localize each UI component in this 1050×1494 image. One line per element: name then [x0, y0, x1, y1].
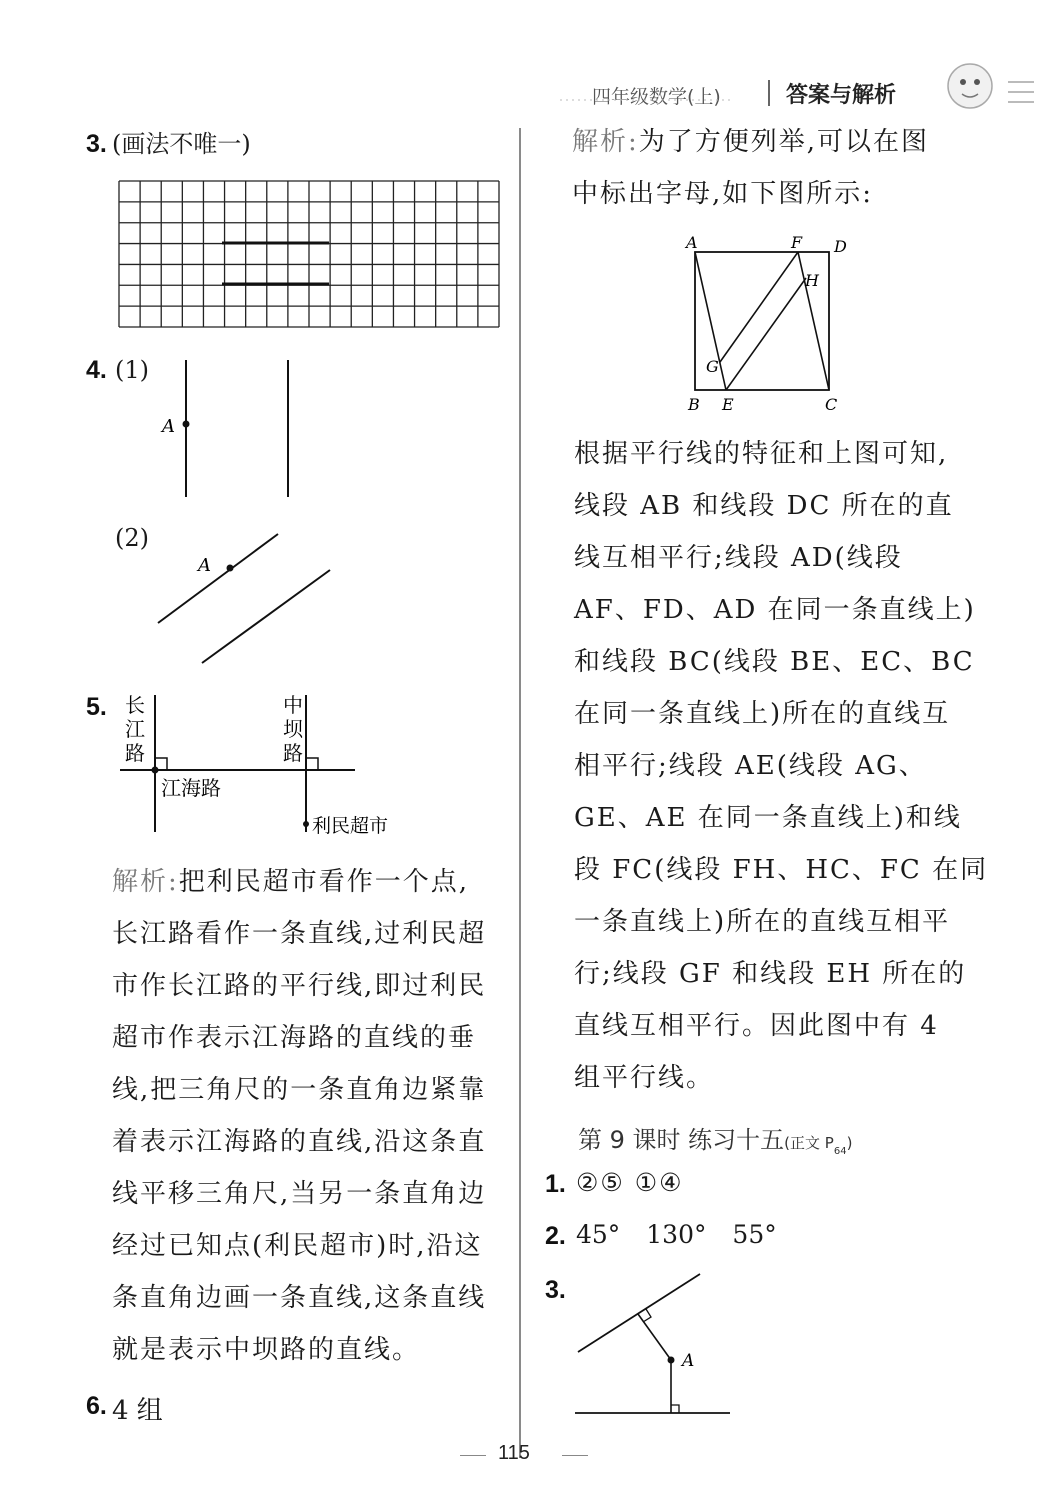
q5-explain-line: 线,把三角尺的一条直角边紧靠	[112, 1075, 487, 1105]
q4-point-label: A	[162, 416, 175, 437]
q4-figure-1	[150, 355, 310, 505]
q5-road2-label: 中坝路	[283, 693, 303, 765]
ans3-number: 3.	[545, 1276, 566, 1304]
q5-explain-line: 市作长江路的平行线,即过利民	[112, 971, 487, 1001]
q4-number: 4.	[86, 356, 107, 384]
right-intro	[572, 116, 992, 220]
q3-grid	[118, 180, 500, 330]
q3-text: (画法不唯一)	[112, 130, 251, 158]
header-dots	[560, 96, 730, 104]
q5-road1-label: 长江路	[125, 693, 145, 765]
ans3-figure	[570, 1268, 740, 1420]
label-F: F	[791, 233, 803, 252]
q6-answer: 4 组	[112, 1396, 163, 1426]
q5-number: 5.	[86, 693, 107, 721]
q4-point-label-2: A	[198, 555, 211, 576]
label-G: G	[706, 357, 719, 376]
label-A: A	[686, 233, 698, 252]
body-line: 在同一条直线上)所在的直线互	[574, 699, 951, 729]
intro-line: 为了方便列举,可以在图	[638, 127, 930, 157]
q5-explain-line: 着表示江海路的直线,沿这条直	[112, 1127, 487, 1157]
ans1-text: ②⑤ ①④	[576, 1168, 684, 1197]
ans2-number: 2.	[545, 1222, 566, 1250]
mascot-icon	[930, 52, 1040, 116]
intro-line: 中标出字母,如下图所示:	[572, 179, 874, 209]
label-B: B	[688, 395, 700, 414]
q5-explain-line: 长江路看作一条直线,过利民超	[112, 919, 487, 949]
right-body	[574, 428, 994, 1104]
label-C: C	[825, 395, 838, 414]
ans3-point-label: A	[682, 1351, 695, 1371]
label-D: D	[834, 237, 847, 256]
ans1-number: 1.	[545, 1170, 566, 1198]
right-explain-label: 解析:	[572, 127, 639, 157]
body-line: 线互相平行;线段 AD(线段	[574, 543, 903, 573]
q6-number: 6.	[86, 1392, 107, 1420]
column-divider	[519, 128, 521, 1458]
body-line: 行;线段 GF 和线段 EH 所在的	[574, 959, 967, 989]
q5-explain-line: 把利民超市看作一个点,	[178, 867, 470, 897]
q4-part1: (1)	[115, 356, 149, 384]
label-E: E	[722, 395, 734, 414]
body-line: AF、FD、AD 在同一条直线上)	[574, 595, 976, 625]
q5-explain-line: 超市作表示江海路的直线的垂	[112, 1023, 477, 1053]
q5-map	[115, 690, 415, 840]
lesson-heading	[578, 1120, 852, 1157]
header-separator	[768, 80, 770, 106]
footer-line-left	[460, 1455, 486, 1456]
body-line: 一条直线上)所在的直线互相平	[574, 907, 951, 937]
body-line: 根据平行线的特征和上图可知,	[574, 439, 949, 469]
footer-line-right	[562, 1455, 588, 1456]
q5-explain-line: 就是表示中坝路的直线。	[112, 1335, 421, 1365]
body-line: 直线互相平行。因此图中有 4	[574, 1011, 939, 1041]
q5-road3-label: 江海路	[161, 776, 221, 800]
q5-explain-line: 经过已知点(利民超市)时,沿这	[112, 1231, 483, 1261]
q5-explain-line: 条直角边画一条直线,这条直线	[112, 1283, 487, 1313]
rectangle-figure	[680, 230, 860, 420]
label-H: H	[805, 271, 819, 290]
ans2-text: 45° 130° 55°	[576, 1220, 777, 1249]
q3-number: 3.	[86, 130, 107, 158]
body-line: 段 FC(线段 FH、HC、FC 在同	[574, 855, 989, 885]
q4-part2: (2)	[115, 524, 149, 552]
q5-explanation	[112, 856, 512, 1376]
lesson-ref-end: )	[846, 1134, 853, 1152]
body-line: GE、AE 在同一条直线上)和线	[574, 803, 962, 833]
q5-explain-label: 解析:	[112, 867, 179, 897]
q5-market-label: 利民超市	[312, 815, 389, 837]
lesson-title: 第 9 课时 练习十五	[578, 1126, 785, 1154]
lesson-ref: (正文 P	[784, 1134, 834, 1152]
body-line: 相平行;线段 AE(线段 AG、	[574, 751, 927, 781]
header-subject: 四年级数学(上)	[592, 86, 721, 108]
q4-figure-2	[150, 520, 350, 670]
header-title: 答案与解析	[786, 83, 897, 108]
body-line: 线段 AB 和线段 DC 所在的直	[574, 491, 954, 521]
q5-explain-line: 线平移三角尺,当另一条直角边	[112, 1179, 487, 1209]
body-line: 组平行线。	[574, 1063, 715, 1093]
body-line: 和线段 BC(线段 BE、EC、BC	[574, 647, 975, 677]
lesson-ref-page: 64	[833, 1145, 847, 1157]
page-number: 115	[498, 1442, 530, 1464]
